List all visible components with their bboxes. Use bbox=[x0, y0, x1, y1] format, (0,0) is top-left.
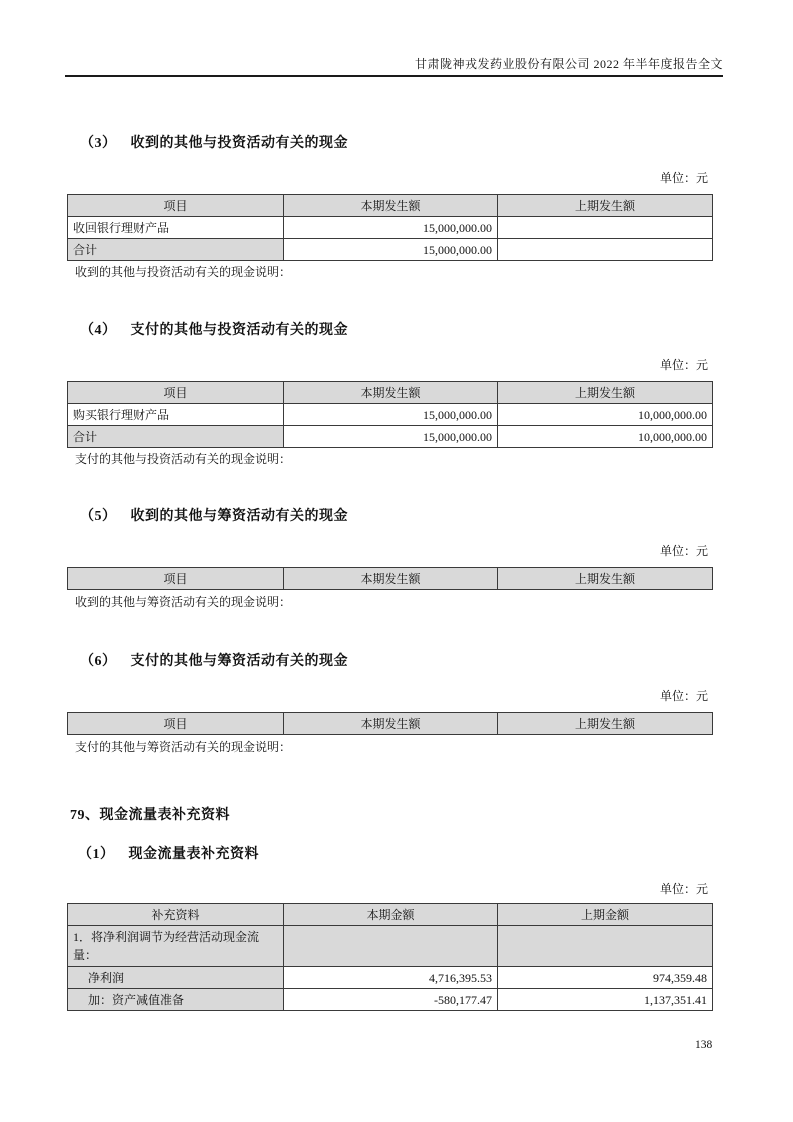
column-header-item: 项目 bbox=[68, 713, 284, 735]
section-4-number: （4） bbox=[80, 323, 117, 338]
table-header-row bbox=[68, 382, 713, 404]
unit-label: 单位：元 bbox=[659, 544, 708, 558]
column-header-prior: 上期发生额 bbox=[498, 713, 713, 735]
table-header-row bbox=[68, 195, 713, 217]
table-total-row bbox=[68, 239, 713, 261]
category-prior-value bbox=[498, 926, 713, 967]
supplementary-table bbox=[67, 903, 713, 1011]
table-row bbox=[68, 989, 713, 1011]
column-header-prior: 上期发生额 bbox=[498, 382, 713, 404]
column-header-current: 本期发生额 bbox=[284, 568, 498, 590]
table-header-row bbox=[68, 568, 713, 590]
row-current-value: 4,716,395.53 bbox=[284, 967, 498, 989]
section-4-title: 支付的其他与投资活动有关的现金 bbox=[130, 323, 348, 338]
column-header-supp: 补充资料 bbox=[68, 904, 284, 926]
column-header-prior: 上期发生额 bbox=[498, 568, 713, 590]
row-current-value: -580,177.47 bbox=[284, 989, 498, 1011]
section-4-note: 支付的其他与投资活动有关的现金说明： bbox=[75, 452, 292, 466]
table-header-row bbox=[68, 904, 713, 926]
section-5-table bbox=[67, 567, 713, 590]
row-label: 收回银行理财产品 bbox=[68, 217, 284, 239]
row-prior-value bbox=[498, 217, 713, 239]
category-current-value bbox=[284, 926, 498, 967]
column-header-item: 项目 bbox=[68, 195, 284, 217]
section-5-title: 收到的其他与筹资活动有关的现金 bbox=[130, 509, 348, 524]
report-header-title: 甘肃陇神戎发药业股份有限公司 2022 年半年度报告全文 bbox=[414, 57, 723, 71]
column-header-current: 本期发生额 bbox=[284, 713, 498, 735]
row-prior-value: 10,000,000.00 bbox=[498, 404, 713, 426]
section-3-table bbox=[67, 194, 713, 261]
row-label: 净利润 bbox=[68, 967, 284, 989]
category-row bbox=[68, 926, 713, 967]
total-row-label: 合计 bbox=[68, 239, 284, 261]
section-4-heading bbox=[80, 322, 793, 339]
section-5-heading bbox=[80, 508, 793, 525]
section-6-heading bbox=[80, 653, 793, 670]
section-79-heading: 79、现金流量表补充资料 bbox=[70, 808, 230, 823]
table-header-row bbox=[68, 713, 713, 735]
section-6-note: 支付的其他与筹资活动有关的现金说明： bbox=[75, 740, 292, 754]
row-label: 加：资产减值准备 bbox=[68, 989, 284, 1011]
total-current-value: 15,000,000.00 bbox=[284, 239, 498, 261]
table-row bbox=[68, 404, 713, 426]
section-4-table bbox=[67, 381, 713, 448]
section-3-note: 收到的其他与投资活动有关的现金说明： bbox=[75, 265, 292, 279]
section-3-title: 收到的其他与投资活动有关的现金 bbox=[130, 136, 348, 151]
section-5-number: （5） bbox=[80, 509, 117, 524]
column-header-current: 本期金额 bbox=[284, 904, 498, 926]
column-header-item: 项目 bbox=[68, 382, 284, 404]
total-row-label: 合计 bbox=[68, 426, 284, 448]
column-header-item: 项目 bbox=[68, 568, 284, 590]
section-6-table bbox=[67, 712, 713, 735]
section-6-title: 支付的其他与筹资活动有关的现金 bbox=[130, 654, 348, 669]
section-3-heading bbox=[80, 135, 793, 152]
total-current-value: 15,000,000.00 bbox=[284, 426, 498, 448]
total-prior-value: 10,000,000.00 bbox=[498, 426, 713, 448]
row-current-value: 15,000,000.00 bbox=[284, 404, 498, 426]
section-79-1-title: 现金流量表补充资料 bbox=[128, 847, 259, 862]
column-header-current: 本期发生额 bbox=[284, 382, 498, 404]
unit-label: 单位：元 bbox=[659, 882, 708, 896]
section-3-number: （3） bbox=[80, 136, 117, 151]
table-total-row bbox=[68, 426, 713, 448]
section-5-note: 收到的其他与筹资活动有关的现金说明： bbox=[75, 595, 292, 609]
unit-label: 单位：元 bbox=[659, 689, 708, 703]
total-prior-value bbox=[498, 239, 713, 261]
unit-label: 单位：元 bbox=[659, 358, 708, 372]
table-row bbox=[68, 967, 713, 989]
section-79-1-number: （1） bbox=[78, 847, 115, 862]
section-6-number: （6） bbox=[80, 654, 117, 669]
page-number: 138 bbox=[695, 1039, 713, 1051]
unit-label: 单位：元 bbox=[659, 171, 708, 185]
column-header-current: 本期发生额 bbox=[284, 195, 498, 217]
row-prior-value: 1,137,351.41 bbox=[498, 989, 713, 1011]
column-header-prior: 上期发生额 bbox=[498, 195, 713, 217]
header-divider bbox=[65, 75, 723, 77]
section-79-1-heading bbox=[78, 846, 793, 863]
row-label: 购买银行理财产品 bbox=[68, 404, 284, 426]
category-row-label: 1．将净利润调节为经营活动现金流量： bbox=[68, 926, 284, 967]
table-row bbox=[68, 217, 713, 239]
row-prior-value: 974,359.48 bbox=[498, 967, 713, 989]
column-header-prior: 上期金额 bbox=[498, 904, 713, 926]
row-current-value: 15,000,000.00 bbox=[284, 217, 498, 239]
